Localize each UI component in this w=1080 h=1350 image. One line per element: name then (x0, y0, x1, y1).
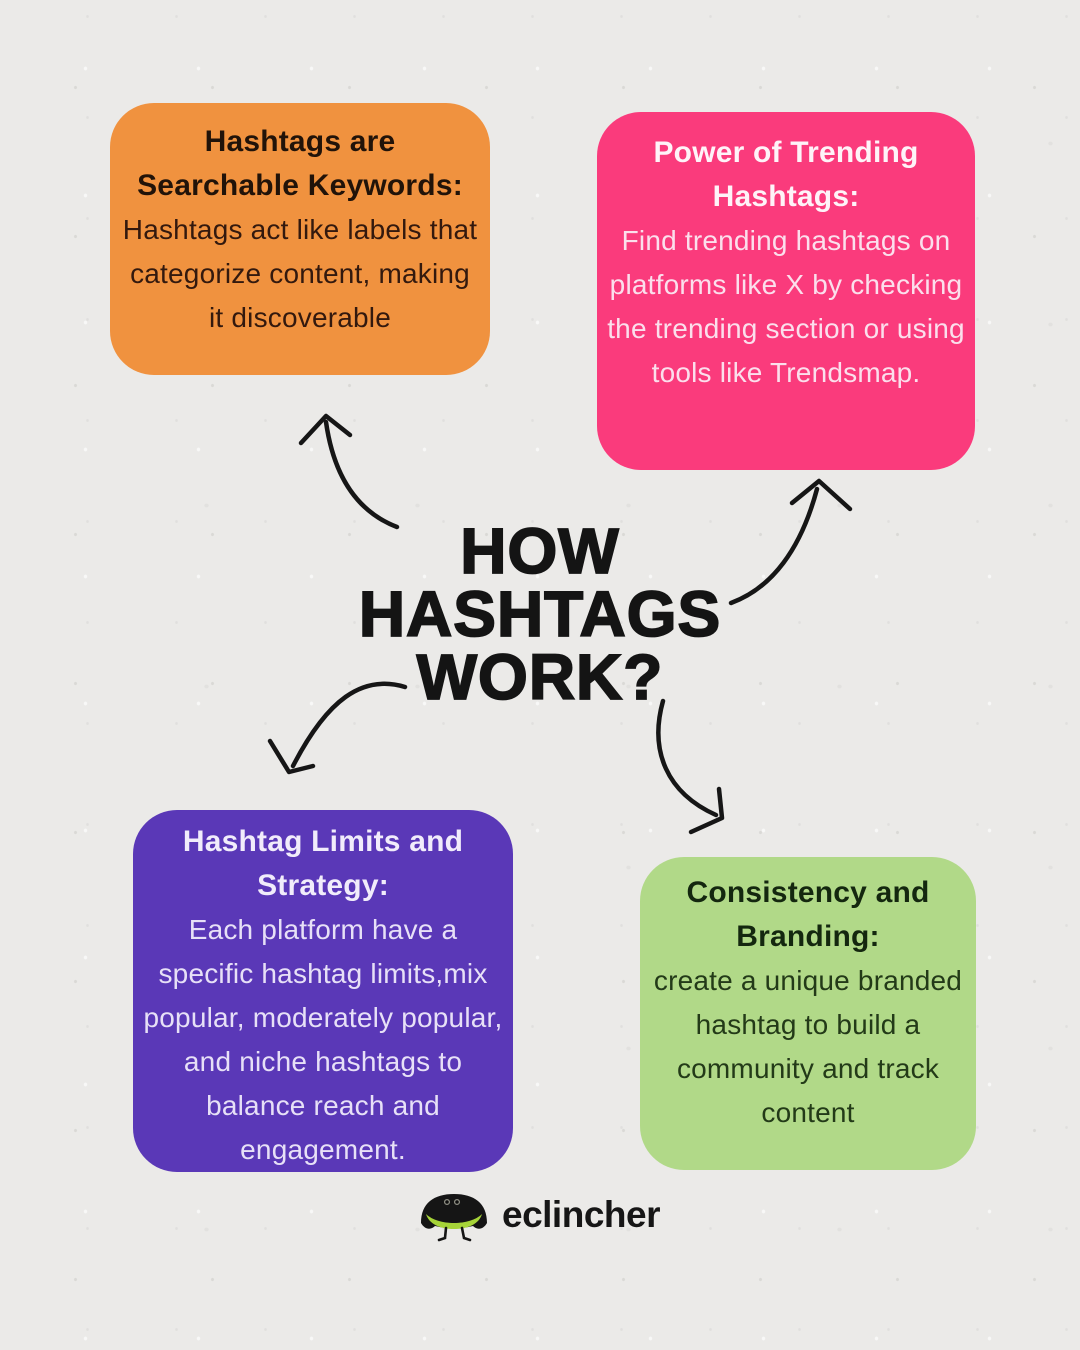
card-heading: Consistency and Branding: (686, 876, 930, 953)
page-title-line-2: HASHTAGS (358, 578, 722, 650)
eclincher-logo (0, 1192, 1080, 1242)
card-body: Hashtags act like labels that categorize content, making it discoverable (122, 214, 478, 333)
card-heading: Power of Trending Hashtags: (653, 136, 919, 213)
card-body: create a unique branded hashtag to build a community and track content (653, 965, 963, 1128)
card-searchable-keywords (110, 103, 490, 375)
card-limits-strategy (133, 810, 513, 1172)
card-heading: Hashtags are Searchable Keywords: (137, 125, 463, 202)
card-heading: Hashtag Limits and Strategy: (182, 825, 464, 902)
card-body: Find trending hashtags on platforms like X by checking the trending section or using tools like Trendsmap. (607, 225, 965, 388)
arrow-to-searchable-keywords-icon (301, 416, 397, 527)
eclincher-mascot-icon (420, 1192, 488, 1242)
card-trending-hashtags (597, 112, 975, 470)
page-title-line-1: HOW (460, 515, 620, 587)
arrow-to-consistency-branding-icon (658, 701, 722, 832)
page-title (0, 515, 1080, 713)
page-title-line-3: WORK? (416, 641, 664, 713)
card-body: Each platform have a specific hashtag limits,mix popular, moderately popular, and niche hashtags to balance reach and engagement. (143, 914, 503, 1165)
brand-name: eclincher (502, 1193, 660, 1235)
card-consistency-branding (640, 857, 976, 1170)
